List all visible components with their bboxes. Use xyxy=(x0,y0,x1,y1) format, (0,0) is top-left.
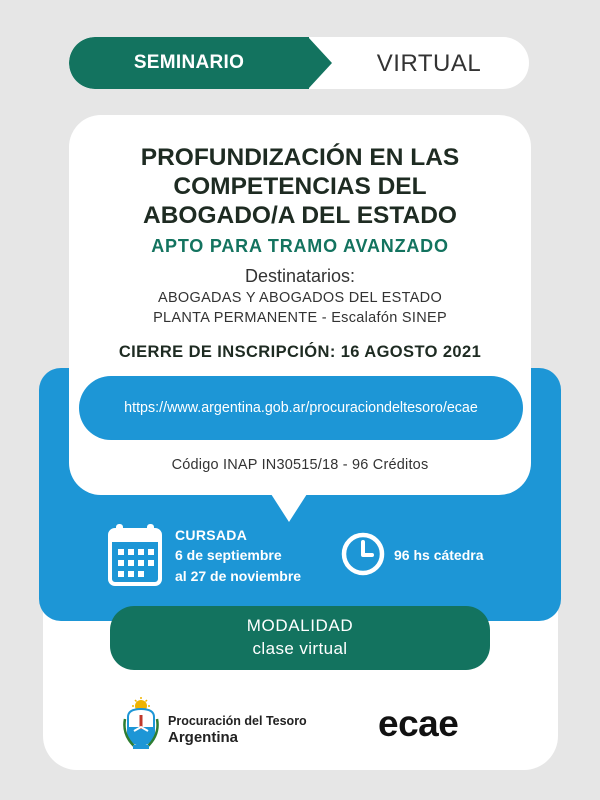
card-tail xyxy=(271,494,307,522)
tramo-subtitle: APTO PARA TRAMO AVANZADO xyxy=(151,236,449,256)
pill-arrow xyxy=(308,37,332,89)
cursada-end-date: al 27 de noviembre xyxy=(175,568,302,584)
course-title-line-2: COMPETENCIAS DEL xyxy=(173,173,427,200)
virtual-label: VIRTUAL xyxy=(376,50,482,77)
destinatarios-line-1: ABOGADAS Y ABOGADOS DEL ESTADO xyxy=(157,290,443,306)
seminario-virtual-pill xyxy=(69,37,529,89)
course-hours: 96 hs cátedra xyxy=(394,547,484,563)
url-link-button[interactable] xyxy=(79,376,523,440)
cursada-start-date: 6 de septiembre xyxy=(175,547,282,563)
course-title-line-3: ABOGADO/A DEL ESTADO xyxy=(143,202,457,229)
url-link-text[interactable]: https://www.argentina.gob.ar/procuraciondeltesoro/ecae xyxy=(124,400,478,416)
course-title-line-1: PROFUNDIZACIÓN EN LAS xyxy=(140,144,460,171)
clock-icon xyxy=(340,531,386,577)
inscription-deadline: CIERRE DE INSCRIPCIÓN: 16 AGOSTO 2021 xyxy=(118,343,482,361)
seminario-label: SEMINARIO xyxy=(133,52,245,73)
inap-code: Código INAP IN30515/18 - 96 Créditos xyxy=(171,457,429,473)
coat-of-arms-icon xyxy=(122,697,160,751)
modalidad-value: clase virtual xyxy=(252,639,348,658)
destinatarios-label: Destinatarios: xyxy=(244,266,356,286)
course-title xyxy=(69,143,531,230)
modalidad-box xyxy=(110,606,490,670)
modalidad-label: MODALIDAD xyxy=(246,616,354,635)
cursada-label: CURSADA xyxy=(175,527,248,543)
ecae-logo: ecae xyxy=(378,703,459,744)
destinatarios-line-2: PLANTA PERMANENTE - Escalafón SINEP xyxy=(153,310,447,326)
calendar-icon xyxy=(107,522,163,586)
org-name-line-2: Argentina xyxy=(168,729,239,746)
org-name-line-1: Procuración del Tesoro xyxy=(168,714,307,728)
